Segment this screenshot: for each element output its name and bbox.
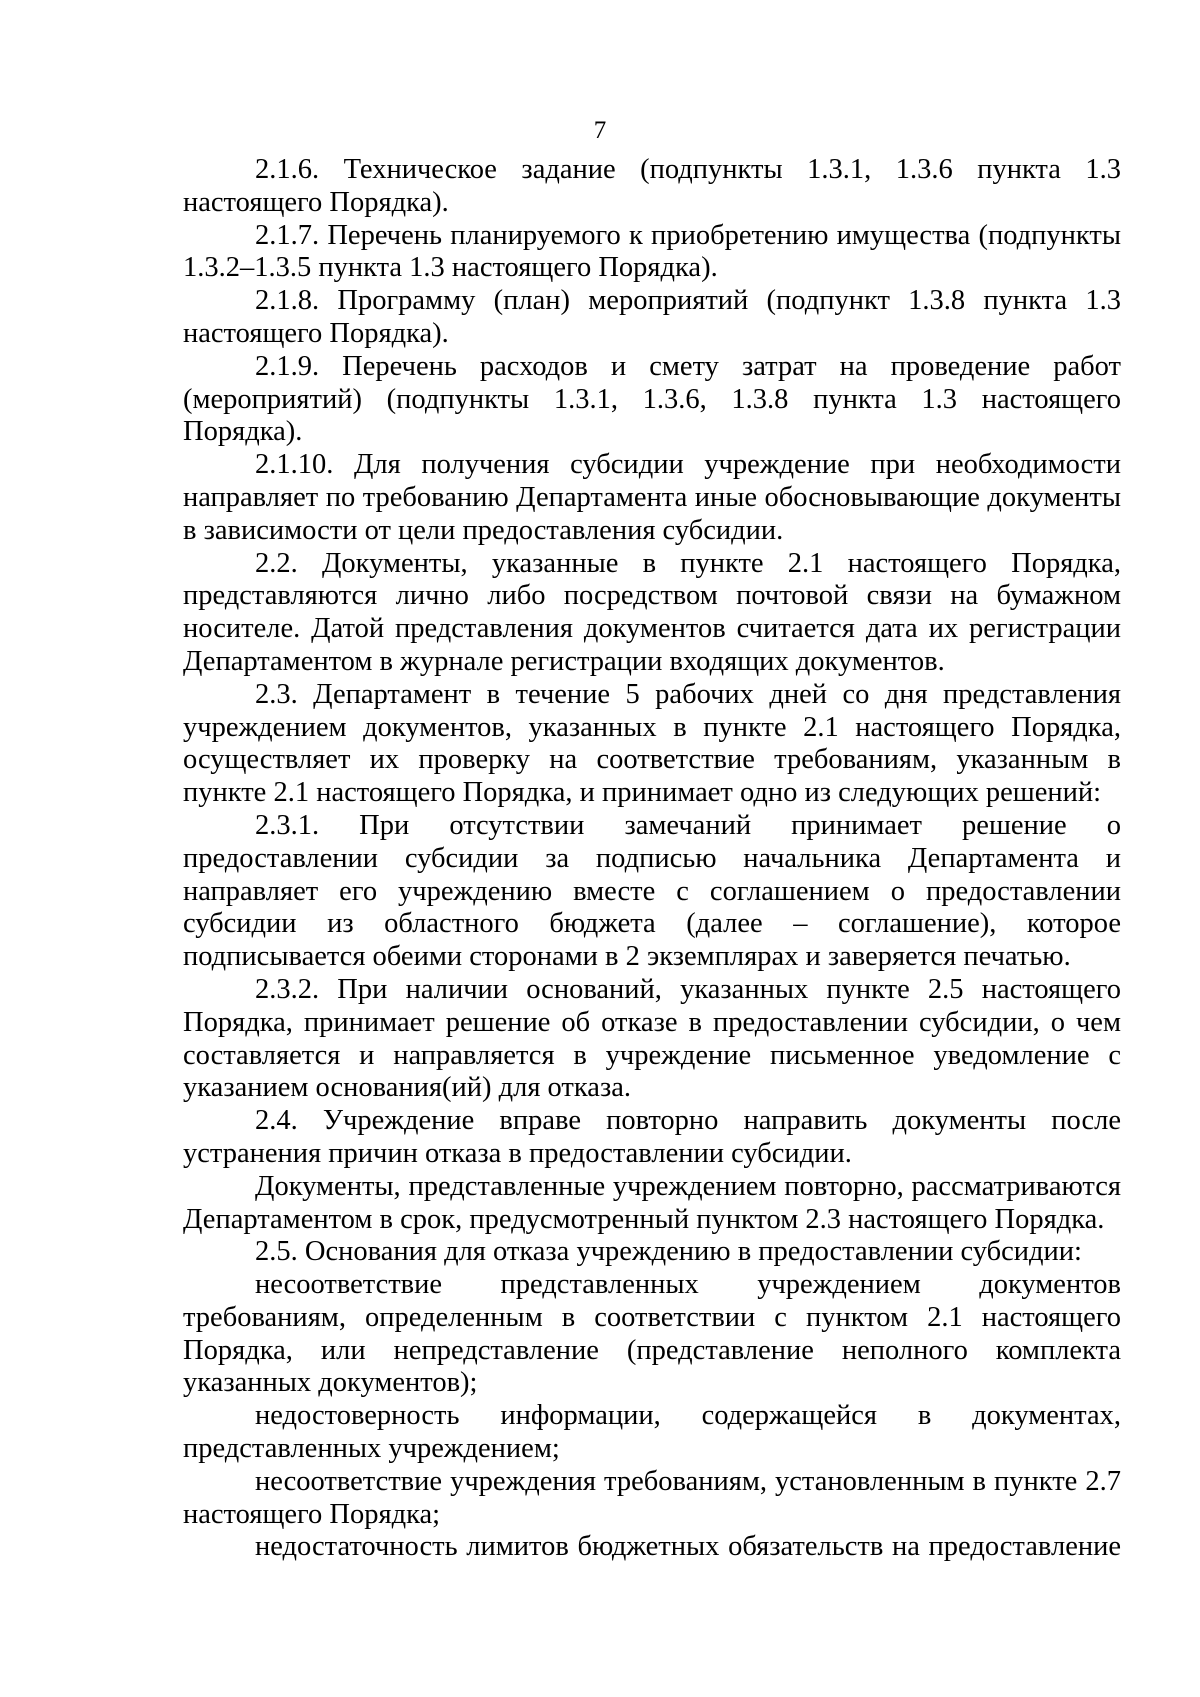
paragraph-2-1-8: 2.1.8. Программу (план) мероприятий (подпункт 1.3.8 пункта 1.3 настоящего Порядка). bbox=[183, 285, 1121, 349]
paragraph-2-1-7: 2.1.7. Перечень планируемого к приобретению имущества (подпункты 1.3.2–1.3.5 пункта 1.3 настоящего Порядка). bbox=[183, 219, 1121, 284]
paragraph-2-5: 2.5. Основания для отказа учреждению в предоставлении субсидии: bbox=[255, 1236, 1082, 1268]
paragraph-2-4-repeat: Документы, представленные учреждением повторно, рассматриваются Департаментом в срок, предусмотренный пунктом 2.3 настоящего Порядка. bbox=[183, 1170, 1121, 1235]
paragraph-reason-mismatch-documents: несоответствие представленных учреждением документов требованиям, определенным в соответствии с пунктом 2.1 настоящего Порядка, или непредставление (представление неполного комплекта указанных документов); bbox=[183, 1269, 1121, 1399]
paragraph-reason-institution-mismatch: несоответствие учреждения требованиям, установленным в пункте 2.7 настоящего Порядка; bbox=[183, 1465, 1121, 1530]
paragraph-2-3-2: 2.3.2. При наличии оснований, указанных пункте 2.5 настоящего Порядка, принимает решение об отказе в предоставлении субсидии, о чем составляется и направляется в учреждение письменное уведомление с указанием основания(ий) для отказа. bbox=[183, 973, 1121, 1104]
paragraph-reason-unreliable-info: недостоверность информации, содержащейся в документах, представленных учреждением; bbox=[183, 1400, 1121, 1465]
paragraph-2-4: 2.4. Учреждение вправе повторно направить документы после устранения причин отказа в предоставлении субсидии. bbox=[183, 1105, 1121, 1169]
paragraph-2-1-10: 2.1.10. Для получения субсидии учреждение при необходимости направляет по требованию Департамента иные обосновывающие документы в зависимости от цели предоставления субсидии. bbox=[183, 449, 1121, 546]
paragraph-2-1-9: 2.1.9. Перечень расходов и смету затрат на проведение работ (мероприятий) (подпункты 1.3.1, 1.3.6, 1.3.8 пункта 1.3 настоящего Порядка). bbox=[183, 350, 1121, 448]
document-body bbox=[183, 154, 1121, 1564]
page-number: 7 bbox=[593, 117, 607, 144]
paragraph-2-1-6: 2.1.6. Техническое задание (подпункты 1.3.1, 1.3.6 пункта 1.3 настоящего Порядка). bbox=[183, 154, 1121, 218]
paragraph-reason-insufficient-limits: недостаточность лимитов бюджетных обязательств на предоставление bbox=[255, 1531, 1121, 1563]
paragraph-2-3: 2.3. Департамент в течение 5 рабочих дней со дня представления учреждением документов, указанных в пункте 2.1 настоящего Порядка, осуществляет их проверку на соответствие требованиям, указанным в пункте 2.1 настоящего Порядка, и принимает одно из следующих решений: bbox=[183, 678, 1121, 809]
paragraph-2-2: 2.2. Документы, указанные в пункте 2.1 настоящего Порядка, представляются лично либо посредством почтовой связи на бумажном носителе. Датой представления документов считается дата их регистрации Департаментом в журнале регистрации входящих документов. bbox=[183, 547, 1121, 677]
paragraph-2-3-1: 2.3.1. При отсутствии замечаний принимает решение о предоставлении субсидии за подписью начальника Департамента и направляет его учреждению вместе с соглашением о предоставлении субсидии из областного бюджета (далее – соглашение), которое подписывается обеими сторонами в 2 экземплярах и заверяется печатью. bbox=[183, 809, 1121, 973]
